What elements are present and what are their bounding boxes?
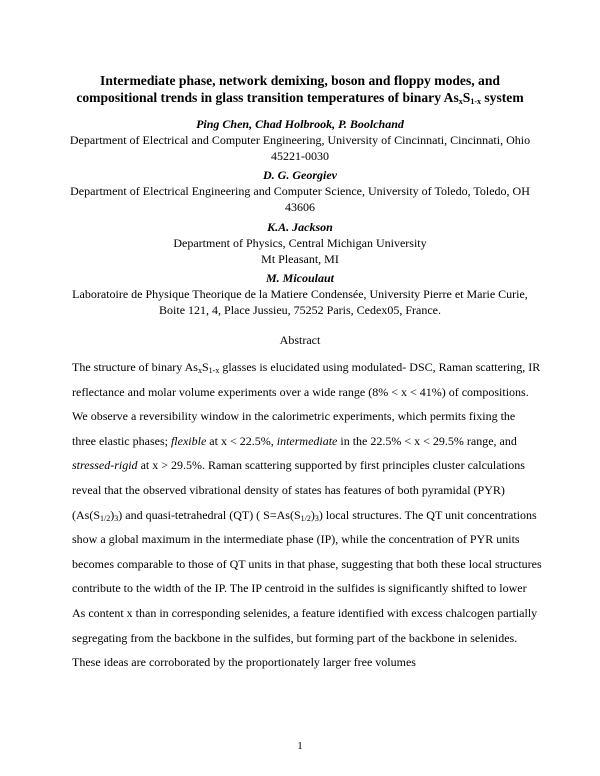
abstract-text: at x > 29.5%. Raman scattering supported by first principles cluster calculations reveal that the observed vibrational density of states has features of both pyramidal (PYR) (As(S xyxy=(72,458,525,522)
abstract-term-intermediate: intermediate xyxy=(276,433,338,448)
title-text: S xyxy=(462,90,471,105)
abstract-subscript: x xyxy=(197,366,202,375)
author-block xyxy=(40,167,560,215)
abstract-term-flexible: flexible xyxy=(170,433,207,448)
abstract-text: ) and quasi-tetrahedral (QT) ( S=As(S xyxy=(118,507,301,522)
author-names: K.A. Jackson xyxy=(267,220,333,234)
author-names: M. Micoulaut xyxy=(265,271,334,285)
title-subscript: 1-x xyxy=(470,97,481,106)
abstract-subscript: 1/2 xyxy=(100,513,111,523)
abstract-body xyxy=(72,355,542,675)
abstract-heading: Abstract xyxy=(279,333,321,347)
title-line-2 xyxy=(40,89,560,106)
affiliation: 43606 xyxy=(285,200,315,214)
paper-title xyxy=(40,72,560,106)
author-names: D. G. Georgiev xyxy=(263,168,337,182)
author-names: Ping Chen, Chad Holbrook, P. Boolchand xyxy=(196,117,404,131)
abstract-text: The structure of binary As xyxy=(72,360,198,374)
affiliation: Mt Pleasant, MI xyxy=(261,252,339,266)
title-subscript: x xyxy=(458,97,463,106)
abstract-subscript: 1/2 xyxy=(300,513,311,523)
affiliation: Department of Electrical and Computer Engineering, University of Cincinnati, Cincinnati, Ohio xyxy=(69,133,531,147)
affiliation: 45221-0030 xyxy=(271,149,329,163)
affiliation: Department of Physics, Central Michigan University xyxy=(173,236,427,250)
abstract-subscript: 3 xyxy=(114,513,119,523)
affiliation: Laboratoire de Physique Theorique de la Matiere Condensée, University Pierre et Marie Curie, xyxy=(72,287,528,301)
title-text: system xyxy=(480,90,524,105)
abstract-text: ) xyxy=(310,507,315,522)
author-block xyxy=(40,219,560,267)
abstract-text: at x < 22.5%, xyxy=(206,433,277,448)
title-line-1: Intermediate phase, network demixing, boson and floppy modes, and xyxy=(100,73,500,88)
affiliation: Department of Electrical Engineering and Computer Science, University of Toledo, Toledo, OH xyxy=(70,184,530,198)
abstract-text: ) local structures. The QT unit concentrations show a global maximum in the intermediate phase (IP), while the concentration of PYR units becomes comparable to those of QT units in that phase, suggesting that both these local structures contribute to the width of the IP. The IP centroid in the sulfides is significantly shifted to lower As content x than in corresponding selenides, a feature identified with excess chalcogen partially segregating from the backbone in the sulfides, but forming part of the backbone in selenides. These ideas are corroborated by the proportionately larger free volumes xyxy=(72,507,542,670)
affiliation: Boite 121, 4, Place Jussieu, 75252 Paris, Cedex05, France. xyxy=(159,303,441,317)
abstract-text: glasses is elucidated using modulated- DSC, Raman scattering, IR reflectance and molar volume experiments over a wide range (8% < x < 41%) of compositions. We observe a reversibility window in the calorimetric experiments, which permits fixing the three elastic phases; xyxy=(72,360,541,448)
abstract-subscript: 3 xyxy=(314,513,319,523)
abstract-subscript: 1-x xyxy=(208,366,220,375)
abstract-text: S xyxy=(201,360,209,374)
page-number: 1 xyxy=(297,740,303,752)
title-text: compositional trends in glass transition temperatures of binary As xyxy=(76,90,459,105)
abstract-term-stressed-rigid: stressed-rigid xyxy=(72,458,138,473)
author-block xyxy=(40,270,560,318)
author-block xyxy=(40,116,560,164)
abstract-text: ) xyxy=(110,507,115,522)
abstract-text: in the 22.5% < x < 29.5% range, and xyxy=(337,433,517,448)
